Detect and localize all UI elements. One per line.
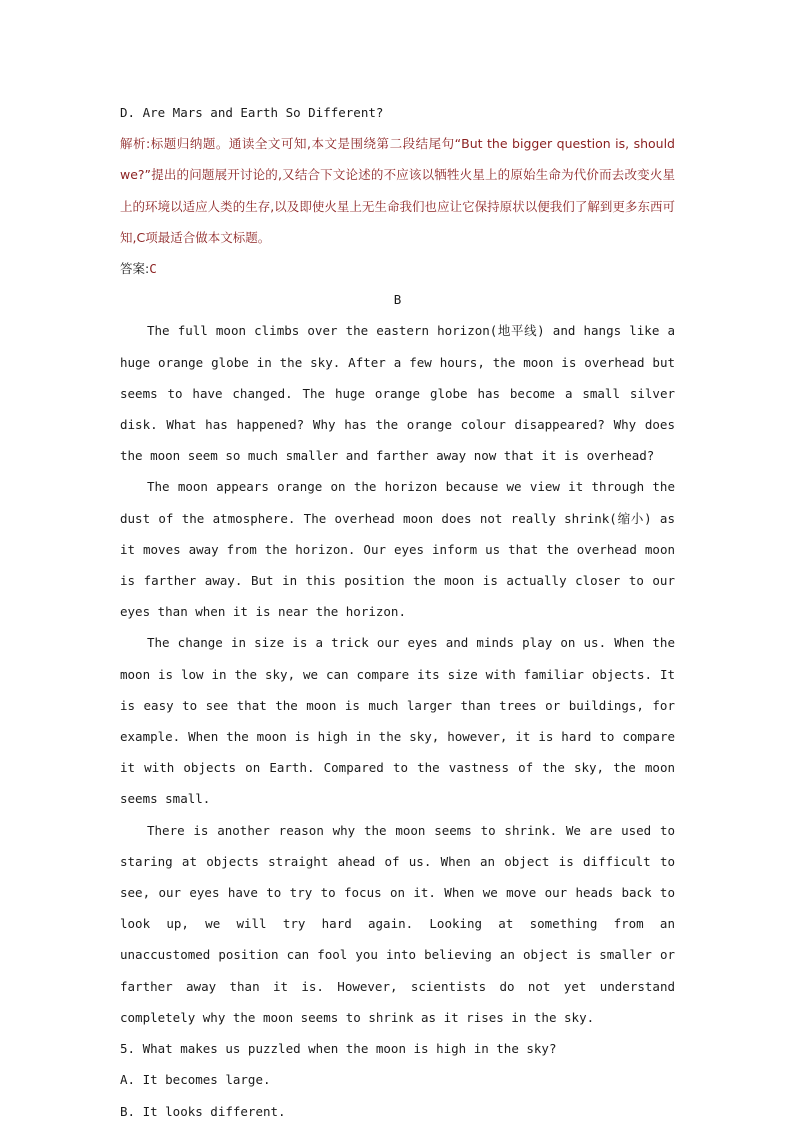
section-letter: B (393, 292, 402, 308)
passage-paragraph-3: The change in size is a trick our eyes and minds play on us. When the moon is low in the sky, we can compare its size with familiar objects. It is easy to see that the moon is much larger than trees or buildings, for example. When the moon is high in the sky, however, it is hard to compare it with objects on Earth. Compared to the vastness of the sky, the moon seems small. (120, 635, 675, 807)
passage-paragraph-2: The moon appears orange on the horizon because we view it through the dust of the atmosphere. The overhead moon does not really shrink(缩小) as it moves away from the horizon. Our eyes inform us that the overhead moon is farther away. But in this position the moon is actually closer to our eyes than when it is near the horizon. (120, 479, 675, 620)
option-d: D. Are Mars and Earth So Different? (120, 105, 384, 120)
answer-line (120, 253, 675, 284)
passage-paragraph-4: There is another reason why the moon seems to shrink. We are used to staring at objects straight ahead of us. When an object is difficult to see, our eyes have to try to focus on it. When we move our heads back to look up, we will try hard again. Looking at something from an unaccustomed position can fool you into believing an object is smaller or farther away than it is. However, scientists do not yet understand completely why the moon seems to shrink as it rises in the sky. (120, 822, 675, 1025)
question-5-stem: 5. What makes us puzzled when the moon is high in the sky? (120, 1041, 557, 1057)
analysis-paragraph (120, 128, 675, 253)
analysis-label: 解析: (120, 136, 151, 152)
analysis-text: 标题归纳题。通读全文可知,本文是围绕第二段结尾句“But the bigger question is, should we?”提出的问题展开讨论的,又结合下文论述的不应该以牺牲火星上的原始生命为代价而去改变火星上的环境以适应人类的生存,以及即使火星上无生命我们也应让它保持原状以便我们了解到更多东西可知,C项最适合做本文标题。 (120, 136, 675, 245)
question-5-option-b: B. It looks different. (120, 1103, 286, 1119)
document-content (120, 97, 675, 1127)
answer-value: C (149, 261, 157, 277)
passage-paragraph-1: The full moon climbs over the eastern horizon(地平线) and hangs like a huge orange globe in the sky. After a few hours, the moon is overhead but seems to have changed. The huge orange globe has become a small silver disk. What has happened? Why has the orange colour disappeared? Why does the moon seem so much smaller and farther away now that it is overhead? (120, 323, 675, 464)
question-5-option-a: A. It becomes large. (120, 1072, 271, 1088)
answer-label: 答案: (120, 261, 150, 277)
